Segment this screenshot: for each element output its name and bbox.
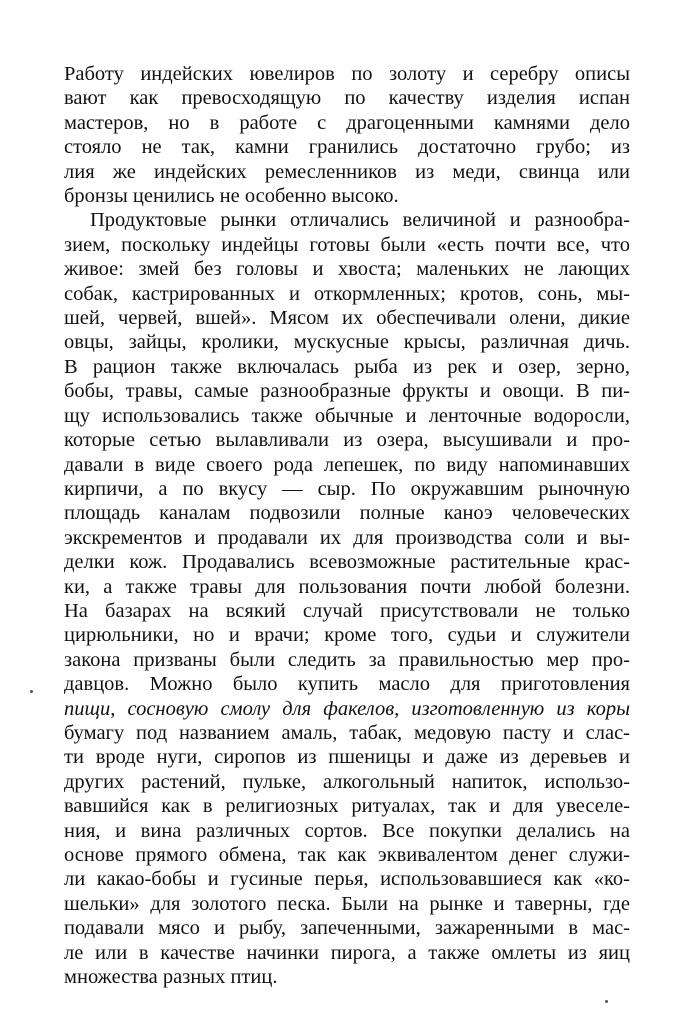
text-line: бумагу под названием амаль, табак, медовую пасту и слас-: [64, 721, 630, 744]
text-line: основе прямого обмена, так как эквивалентом денег служи-: [64, 844, 630, 866]
text-line: шей, червей, вшей». Мясом их обеспечивали олени, дикие: [64, 307, 630, 330]
text-line: ки, а также травы для пользования почти любой болезни.: [64, 575, 630, 598]
scan-speck: [605, 1000, 608, 1003]
text-line: бобы, травы, самые разнообразные фрукты и овощи. В пи-: [64, 380, 630, 403]
text-line: ле или в качестве начинки пирога, а также омлеты из яиц: [64, 941, 630, 964]
text-line: ти вроде нуги, сиропов из пшеницы и даже из деревьев и: [64, 746, 630, 769]
text-line: закона призваны были следить за правильностью мер про-: [64, 648, 630, 671]
paragraph-2: [64, 208, 630, 989]
text-line: ли какао-бобы и гусиные перья, использовавшиеся как «ко-: [64, 868, 630, 891]
text-line: кирпичи, а по вкусу — сыр. По окружавшим рыночную: [64, 477, 630, 500]
text-line: собак, кастрированных и откормленных; кротов, сонь, мы-: [64, 282, 630, 305]
text-line: На базарах на всякий случай присутствовали не только: [64, 599, 630, 622]
text-line: экскрементов и продавали их для производства соли и вы-: [64, 526, 630, 549]
text-line: вавшийся как в религиозных ритуалах, так и для увеселе-: [64, 795, 630, 818]
text-line: лия же индейских ремесленников из меди, свинца или: [64, 160, 630, 183]
book-page-text: [64, 62, 630, 989]
text-line: Продуктовые рынки отличались величиной и разнообра-: [90, 209, 630, 232]
scan-speck: [30, 690, 33, 693]
text-line: давцов. Можно было купить масло для приготовления: [64, 673, 630, 696]
text-line: живое: змей без головы и хвоста; маленьких не лающих: [64, 258, 630, 281]
text-line: давали в виде своего рода лепешек, по виду напоминавших: [64, 453, 630, 476]
text-line: В рацион также включалась рыба из рек и озер, зерно,: [64, 355, 630, 378]
text-line: шельки» для золотого песка. Были на рынке и таверны, где: [64, 892, 630, 915]
text-line: щу использовались также обычные и ленточные водоросли,: [64, 404, 630, 427]
text-line: делки кож. Продавались всевозможные растительные крас-: [64, 551, 630, 574]
text-line: бронзы ценились не особенно высоко.: [64, 185, 399, 208]
text-line: которые сетью вылавливали из озера, высушивали и про-: [64, 429, 630, 452]
paragraph-1: [64, 62, 630, 208]
text-line: цирюльники, но и врачи; кроме того, судьи и служители: [64, 624, 630, 647]
text-line: других растений, пульке, алкогольный напиток, использо-: [64, 770, 630, 793]
text-line: мастеров, но в работе с драгоценными камнями дело: [64, 111, 630, 134]
text-line: зием, поскольку индейцы готовы были «есть почти все, что: [64, 233, 630, 256]
text-line: множества разных птиц.: [64, 966, 278, 989]
italic-text-line: пищи, сосновую смолу для факелов, изготовленную из коры: [64, 697, 630, 720]
text-line: площадь каналам подвозили полные каноэ человеческих: [64, 502, 630, 525]
text-line: овцы, зайцы, кролики, мускусные крысы, различная дичь.: [64, 331, 630, 354]
text-line: подавали мясо и рыбу, запеченными, зажаренными в мас-: [64, 917, 630, 940]
text-line: вают как превосходящую по качеству изделия испан: [64, 87, 630, 110]
text-line: ния, и вина различных сортов. Все покупки делались на: [64, 819, 630, 842]
text-line: стояло не так, камни гранились достаточно грубо; из: [64, 136, 630, 159]
text-line: Работу индейских ювелиров по золоту и серебру описы: [64, 63, 630, 85]
